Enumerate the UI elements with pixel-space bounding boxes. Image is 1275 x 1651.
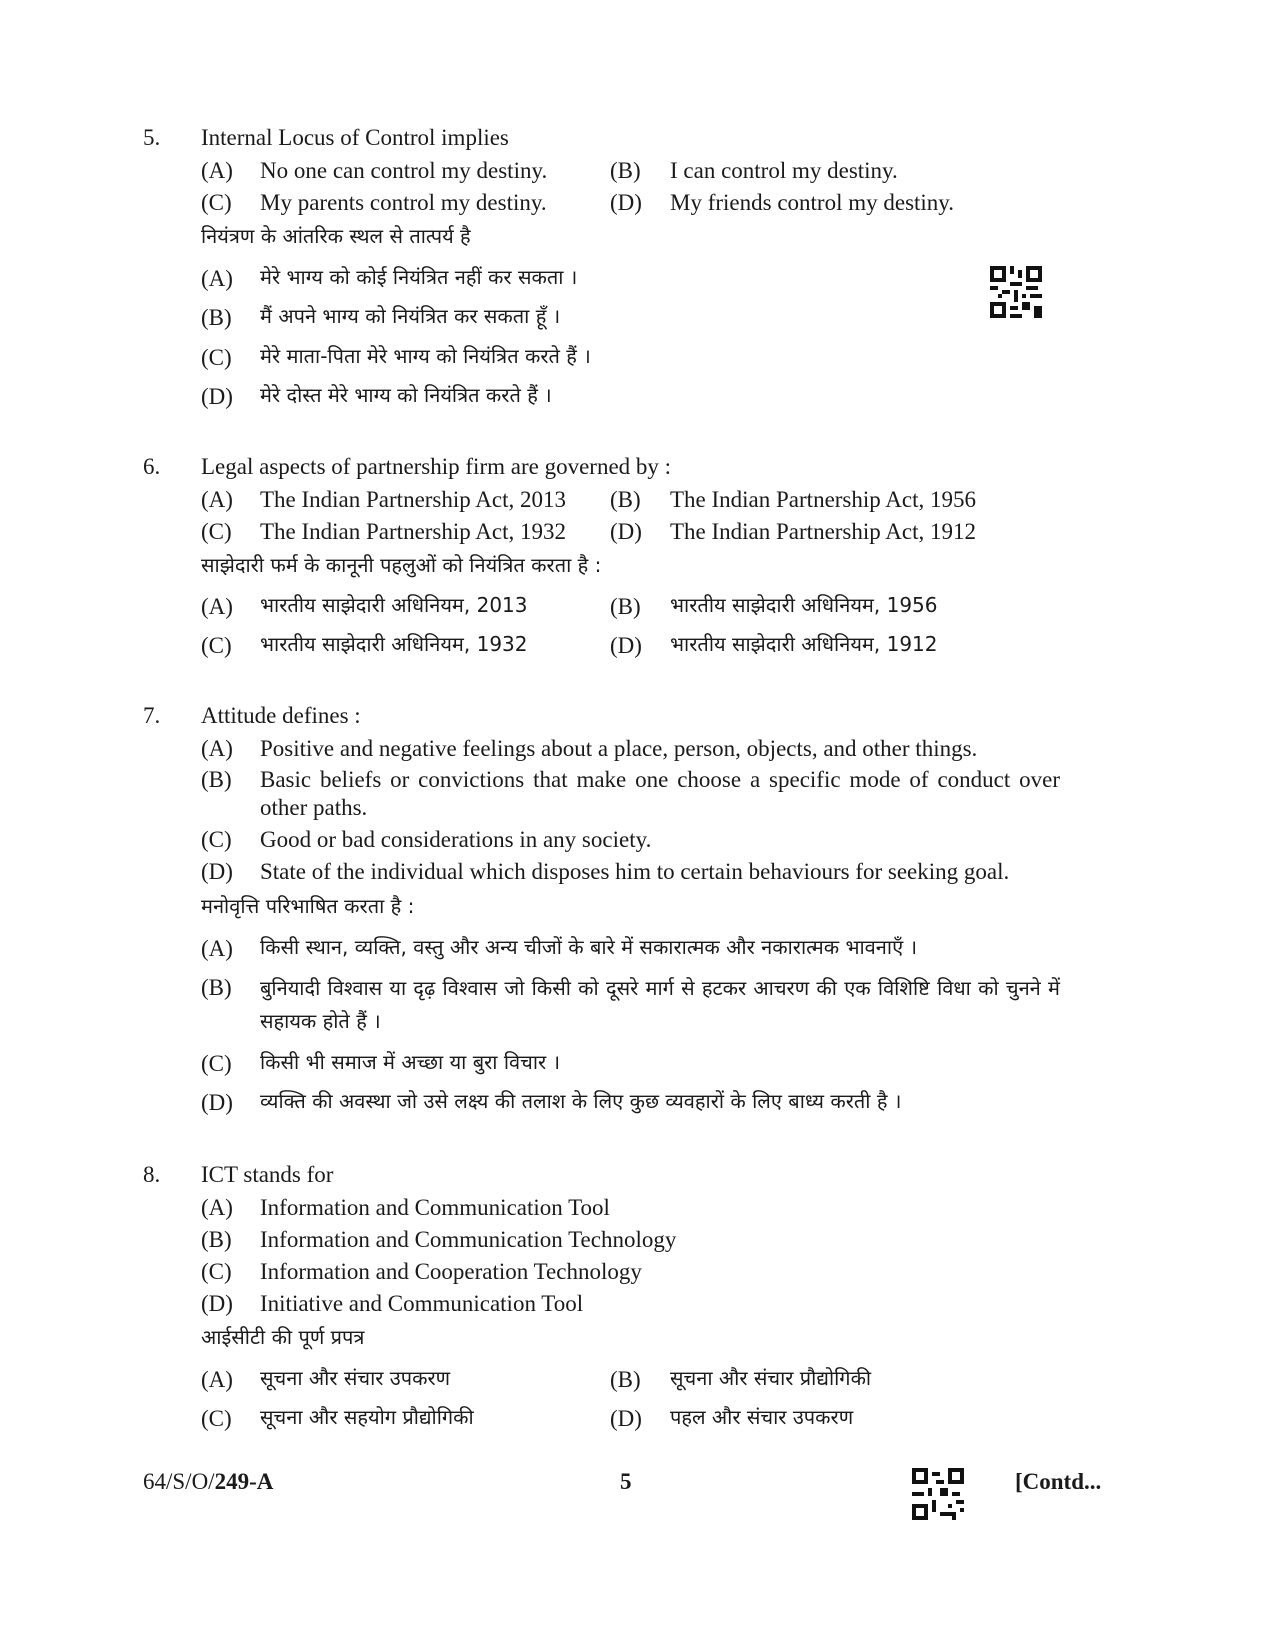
option-label: (C) — [201, 633, 232, 658]
option-text: Information and Communication Technology — [260, 1227, 677, 1252]
option-text: Positive and negative feelings about a place, person, objects, and other things. — [260, 736, 978, 761]
option-text: Good or bad considerations in any society. — [260, 827, 652, 852]
option-label: (C) — [201, 190, 232, 215]
option-text-hi: किसी स्थान, व्यक्ति, वस्तु और अन्य चीजों के बारे में सकारात्मक और नकारात्मक भावनाएँ । — [260, 935, 918, 959]
option-text-hi: मेरे दोस्त मेरे भाग्य को नियंत्रित करते हैं । — [260, 383, 552, 407]
option-text-hi: सूचना और सहयोग प्रौद्योगिकी — [260, 1405, 474, 1429]
option-label: (D) — [201, 1090, 233, 1115]
contd-label: [Contd... — [1015, 1469, 1102, 1494]
option-text: Information and Communication Tool — [260, 1195, 610, 1220]
option-label: (B) — [201, 975, 232, 1000]
option-label: (A) — [201, 1195, 233, 1220]
option-text: The Indian Partnership Act, 1956 — [670, 487, 976, 512]
option-text-hi: भारतीय साझेदारी अधिनियम, 1956 — [670, 593, 938, 617]
option-text-hi: व्यक्ति की अवस्था जो उसे लक्ष्य की तलाश के लिए कुछ व्यवहारों के लिए बाध्य करती है । — [260, 1089, 902, 1113]
option-label: (A) — [201, 736, 233, 761]
option-label: (C) — [201, 345, 232, 370]
option-label: (D) — [610, 1406, 642, 1431]
option-label: (D) — [610, 633, 642, 658]
option-label: (D) — [610, 519, 642, 544]
option-text-hi: मैं अपने भाग्य को नियंत्रित कर सकता हूँ । — [260, 304, 561, 328]
option-label: (A) — [201, 936, 233, 961]
option-label: (D) — [201, 384, 233, 409]
option-label: (B) — [201, 1227, 232, 1252]
option-label: (D) — [201, 1291, 233, 1316]
question-stem-hi: मनोवृत्ति परिभाषित करता है : — [201, 894, 415, 918]
paper-code-prefix: 64/S/O/ — [143, 1469, 215, 1494]
option-label: (A) — [201, 487, 233, 512]
option-label: (B) — [610, 158, 641, 183]
question-stem-hi: साझेदारी फर्म के कानूनी पहलुओं को नियंत्रित करता है : — [201, 553, 602, 577]
option-text: No one can control my destiny. — [260, 158, 548, 183]
option-label: (B) — [610, 1367, 641, 1392]
option-text: State of the individual which disposes him to certain behaviours for seeking goal. — [260, 859, 1010, 884]
qr-code-icon — [912, 1468, 964, 1520]
option-label: (A) — [201, 1367, 233, 1392]
option-text: The Indian Partnership Act, 2013 — [260, 487, 566, 512]
question-stem-hi: नियंत्रण के आंतरिक स्थल से तात्पर्य है — [201, 224, 471, 248]
question-stem-en: ICT stands for — [201, 1162, 334, 1187]
option-text: My friends control my destiny. — [670, 190, 955, 215]
option-label: (C) — [201, 827, 232, 852]
question-stem-en: Attitude defines : — [201, 703, 361, 728]
option-text: My parents control my destiny. — [260, 190, 547, 215]
qr-code-icon — [990, 266, 1042, 318]
option-label: (C) — [201, 1406, 232, 1431]
option-label: (A) — [201, 594, 233, 619]
question-stem-hi: आईसीटी की पूर्ण प्रपत्र — [201, 1325, 365, 1349]
option-label: (B) — [610, 594, 641, 619]
option-text-hi: भारतीय साझेदारी अधिनियम, 1932 — [260, 632, 528, 656]
option-text: Information and Cooperation Technology — [260, 1259, 642, 1284]
option-text-hi: मेरे माता-पिता मेरे भाग्य को नियंत्रित करते हैं । — [260, 344, 591, 368]
option-label: (B) — [201, 767, 232, 792]
option-label: (C) — [201, 1051, 232, 1076]
option-text-hi: किसी भी समाज में अच्छा या बुरा विचार । — [260, 1050, 561, 1074]
question-stem-en: Internal Locus of Control implies — [201, 125, 509, 150]
paper-code — [143, 1468, 273, 1496]
option-label: (B) — [610, 487, 641, 512]
option-text-hi: पहल और संचार उपकरण — [670, 1405, 854, 1429]
page-number: 5 — [620, 1469, 632, 1494]
option-text-hi: भारतीय साझेदारी अधिनियम, 2013 — [260, 593, 528, 617]
option-text-hi: बुनियादी विश्वास या दृढ़ विश्वास जो किसी को दूसरे मार्ग से हटकर आचरण की एक विशिष्टि विधा को चुनने में सहायक होते हैं । — [260, 976, 1060, 1033]
question-number: 8. — [143, 1162, 161, 1187]
question-number: 6. — [143, 454, 161, 479]
option-label: (C) — [201, 1259, 232, 1284]
option-text: Basic beliefs or convictions that make one choose a specific mode of conduct over other paths. — [260, 767, 1060, 820]
option-text-hi: सूचना और संचार प्रौद्योगिकी — [670, 1366, 872, 1390]
question-number: 7. — [143, 703, 161, 728]
question-number: 5. — [143, 125, 161, 150]
option-label: (A) — [201, 158, 233, 183]
option-label: (D) — [610, 190, 642, 215]
option-text: The Indian Partnership Act, 1932 — [260, 519, 566, 544]
option-label: (B) — [201, 305, 232, 330]
option-text: Initiative and Communication Tool — [260, 1291, 584, 1316]
paper-code-bold: 249-A — [214, 1469, 274, 1494]
option-text: The Indian Partnership Act, 1912 — [670, 519, 976, 544]
option-text-hi: मेरे भाग्य को कोई नियंत्रित नहीं कर सकता । — [260, 265, 578, 289]
option-label: (C) — [201, 519, 232, 544]
question-stem-en: Legal aspects of partnership firm are governed by : — [201, 454, 672, 479]
option-text: I can control my destiny. — [670, 158, 898, 183]
option-label: (A) — [201, 266, 233, 291]
option-text-hi: भारतीय साझेदारी अधिनियम, 1912 — [670, 632, 938, 656]
option-text-hi: सूचना और संचार उपकरण — [260, 1366, 451, 1390]
option-label: (D) — [201, 859, 233, 884]
